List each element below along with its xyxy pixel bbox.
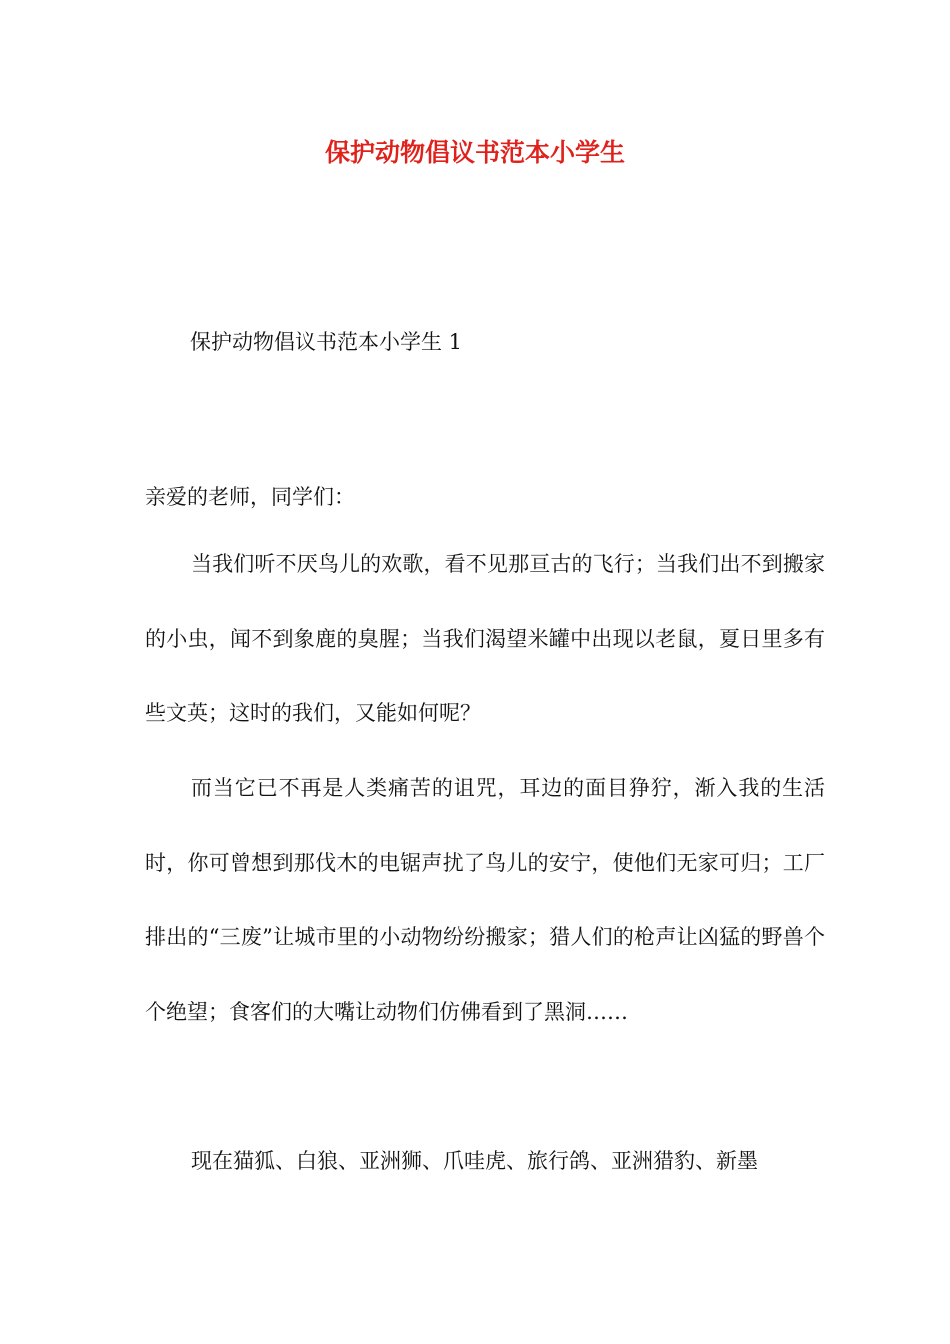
page-title: 保护动物倡议书范本小学生 <box>324 138 625 167</box>
paragraph-2: 而当它已不再是人类痛苦的诅咒，耳边的面目狰狞，渐入我的生活时，你可曾想到那伐木的电锯声扰了鸟儿的安宁，使他们无家可归；工厂排出的“三废”让城市里的小动物纷纷搬家；猎人们的枪声让凶猛的野兽个个绝望；食客们的大嘴让动物们仿佛看到了黑洞…… <box>145 776 825 1024</box>
greeting-line: 亲爱的老师，同学们： <box>145 485 355 509</box>
section-heading: 保护动物倡议书范本小学生 1 <box>190 330 463 354</box>
paragraph-3: 现在猫狐、白狼、亚洲狮、爪哇虎、旅行鸽、亚洲猎豹、新墨 <box>191 1149 758 1173</box>
paragraph-1: 当我们听不厌鸟儿的欢歌，看不见那亘古的飞行；当我们出不到搬家的小虫，闻不到象鹿的臭腥；当我们渴望米罐中出现以老鼠，夏日里多有些文英；这时的我们，又能如何呢？ <box>145 552 825 726</box>
